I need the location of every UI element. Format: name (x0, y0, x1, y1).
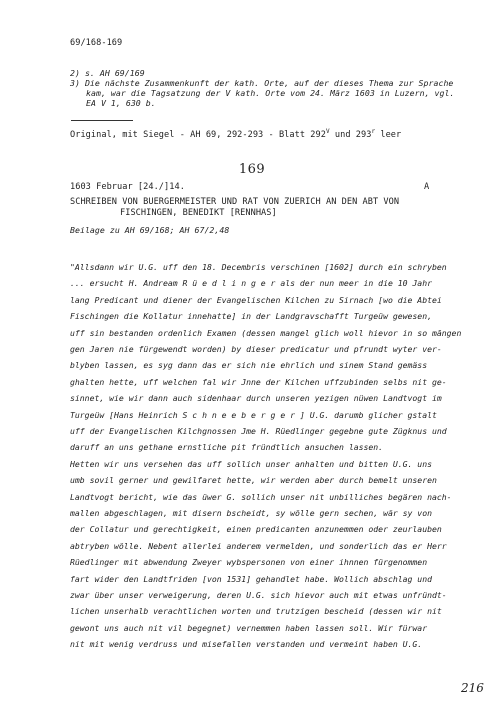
body-line: der Collatur und gerechtigkeit, einen predicanten anzunemmen oder zeurlauben (70, 524, 442, 535)
body-line: fart wider den Landtfriden [von 1531] gehandlet habe. Wollich abschlag und (70, 573, 432, 584)
body-line: daruff an uns gethane ernstliche pit fründtlich ansuchen lassen. (70, 442, 384, 453)
document-number: 169 (238, 162, 266, 177)
body-line: Turgeüw [Hans Heinrich S c h n e e b e r g e r ] U.G. darumb glicher gstalt (70, 409, 437, 420)
date-line: 1603 Februar [24./]14. (70, 182, 185, 192)
beilage-note: Beilage zu AH 69/168; AH 67/2,48 (70, 225, 230, 235)
body-line: uff sin bestanden ordenlich Examen (dessen mangel glich woll hievor in so māngen (70, 327, 462, 338)
body-line: Landtvogt bericht, wie das üwer G. sollich unser nit unbilliches begären nach- (70, 491, 452, 502)
body-line: Hetten wir uns versehen das uff sollich unser anhalten und bitten U.G. uns (70, 458, 432, 469)
body-line: lichen unserhalb verachtlichen worten und trutzigen bescheid (dessen wir nit (70, 606, 442, 617)
footnote-3-cont-1: kam, war die Tagsatzung der V kath. Orte vom 24. März 1603 in Luzern, vgl. (86, 88, 455, 98)
footnote-3: 3) Die nächste Zusammenkunft der kath. Orte, auf der dieses Thema zur Sprache (70, 78, 454, 88)
body-line: ghalten hette, uff welchen fal wir Jnne der Kilchen uffzubinden selbs nit ge- (70, 376, 447, 387)
body-line: blyben lassen, es syg dann das er sich nie ehrlich und sinem Stand gemäss (70, 360, 428, 371)
footnote-3-cont-2: EA V 1, 630 b. (86, 98, 156, 108)
body-line: gewont uns auch nit vil begegnet) vernemmen haben lassen soll. Wir fürwar (70, 622, 428, 633)
body-line: "Allsdann wir U.G. uff den 18. Decembris verschinen [1602] durch ein schryben (70, 262, 447, 272)
footnote-2: 2) s. AH 69/169 (70, 68, 145, 78)
body-line: mallen abgeschlagen, mit disern bscheidt, sy wölle gern sechen, wär sy von (70, 508, 432, 518)
body-line: lang Predicant und diener der Evangelischen Kilchen zu Sirnach [wo die Abtei (70, 294, 442, 305)
body-line: nit mit wenig verdruss und misefallen verstanden und vermeint haben U.G. (70, 639, 423, 650)
handwritten-page-number: 216 (461, 681, 484, 695)
body-line: gen Jaren nie fürgewendt worden) by dieser predicatur und pfrundt wyter ver- (70, 344, 442, 354)
document-title-line-1: SCHREIBEN VON BUERGERMEISTER UND RAT VON ZUERICH AN DEN ABT VON (70, 197, 400, 207)
date-line-letter: A (424, 182, 430, 192)
body-line: uff der Evangelischen Kilchgnossen Jme H. Rüedlinger gegebne gute Zügknus und (70, 426, 447, 436)
body-line: abtryben wölle. Nebent allerlei anderem vermelden, und sonderlich das er Herr (70, 540, 447, 551)
source-note-sup-r: r (371, 128, 376, 135)
body-line: sinnet, wie wir dann auch sidenhaar durch unseren yezigen nüwen Landtvogt im (70, 393, 442, 404)
source-note-text: Original, mit Siegel - AH 69, 292-293 - Blatt 292 (70, 129, 326, 140)
source-note-sup-v: V (325, 128, 330, 135)
reference-header: 69/168-169 (70, 38, 123, 48)
source-note-mid: und 293 (329, 129, 372, 140)
body-line: Fischingen die Kollatur innehatte] in der Landgravschafft Turgeüw gewesen, (70, 311, 432, 322)
source-note-end: leer (375, 129, 402, 140)
source-note (70, 128, 401, 140)
body-line: Rüedlinger mit abwendung Zweyer wybspersonen von einer ihnnen fürgenommen (70, 557, 428, 568)
body-line: ... ersucht H. Andream R ü e d l i n g e r als der nun meer in die 10 Jahr (70, 278, 432, 289)
body-line: umb sovil gerner und gewilfaret hette, wir werden aber durch bemelt unseren (70, 475, 437, 486)
body-line: zwar über unser verweigerung, deren U.G. sich hievor auch mit etwas unfründt- (70, 590, 447, 600)
divider-rule (71, 120, 133, 121)
document-title-line-2: FISCHINGEN, BENEDIKT [RENNHAS] (120, 208, 277, 218)
